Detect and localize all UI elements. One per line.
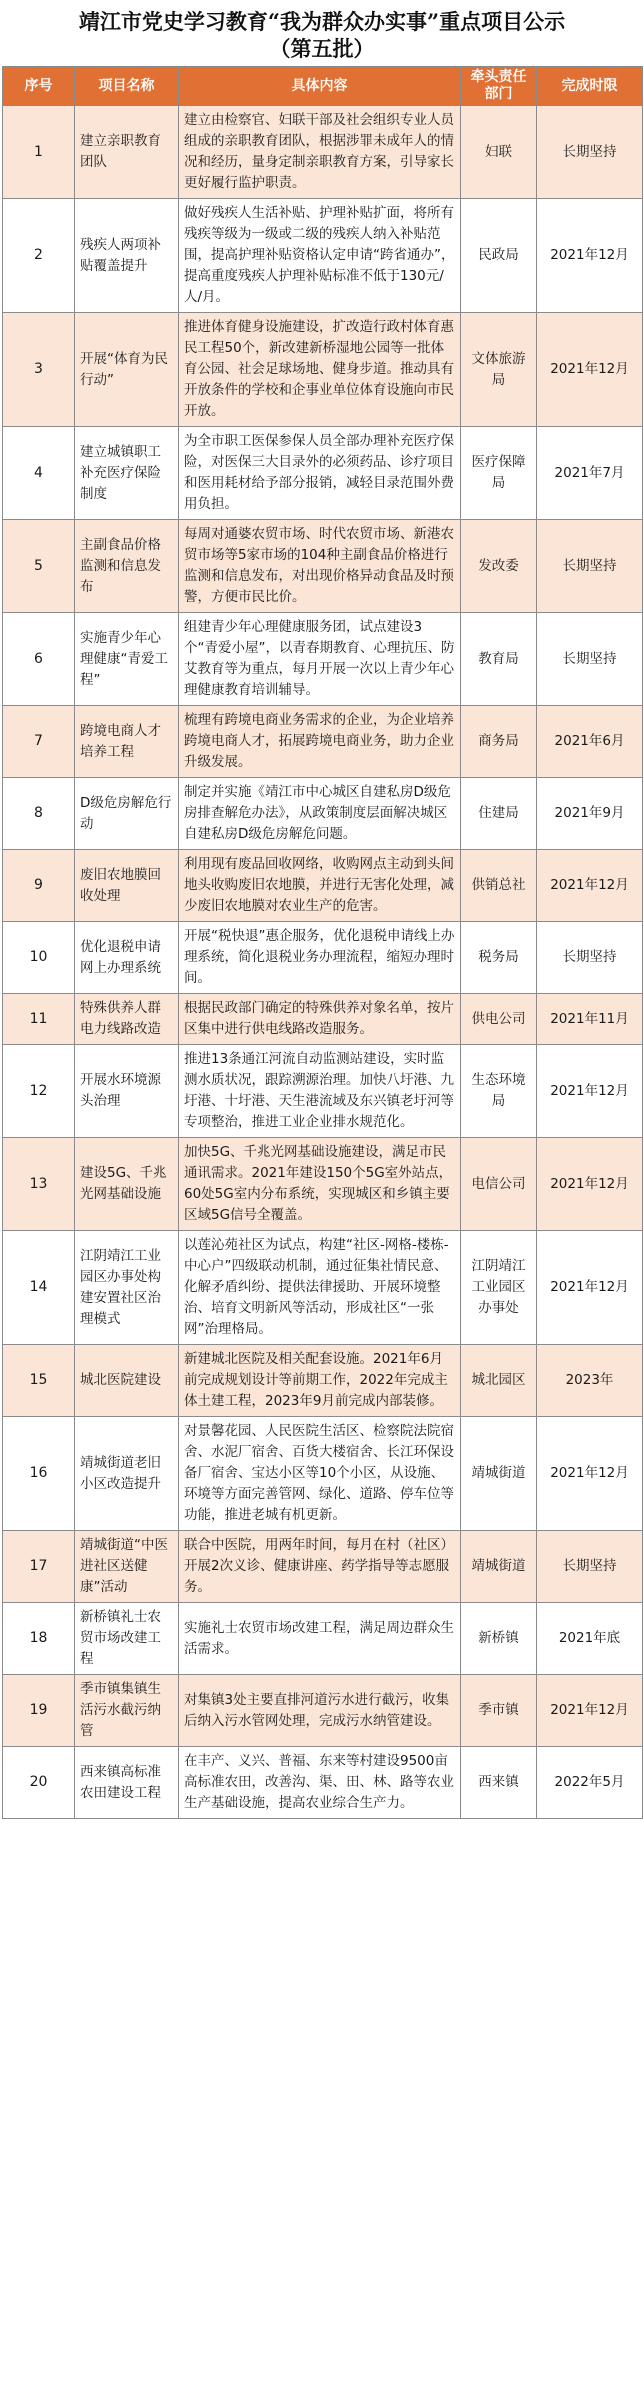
lead-department: 靖城街道 — [461, 1531, 537, 1603]
project-name: D级危房解危行动 — [75, 778, 179, 850]
project-content: 做好残疾人生活补贴、护理补贴扩面，将所有残疾等级为一级或二级的残疾人纳入补贴范围，提高护理补贴资格认定申请“跨省通办”，提高重度残疾人护理补贴标准不低于130元/人/月。 — [179, 199, 461, 313]
lead-department: 生态环境局 — [461, 1045, 537, 1138]
row-index: 5 — [3, 520, 75, 613]
lead-department: 教育局 — [461, 613, 537, 706]
row-index: 12 — [3, 1045, 75, 1138]
lead-department: 靖城街道 — [461, 1417, 537, 1531]
project-content: 对景馨花园、人民医院生活区、检察院法院宿舍、水泥厂宿舍、百货大楼宿舍、长江环保设备厂宿舍、宝达小区等10个小区，从设施、环境等方面完善管网、绿化、道路、停车位等功能，推进老城有机更新。 — [179, 1417, 461, 1531]
table-row — [3, 778, 643, 850]
deadline: 2021年9月 — [537, 778, 643, 850]
lead-department: 电信公司 — [461, 1138, 537, 1231]
project-name: 靖城街道老旧小区改造提升 — [75, 1417, 179, 1531]
table-row — [3, 1531, 643, 1603]
lead-department: 民政局 — [461, 199, 537, 313]
table-row — [3, 313, 643, 427]
deadline: 2021年12月 — [537, 850, 643, 922]
deadline: 长期坚持 — [537, 520, 643, 613]
deadline: 2021年12月 — [537, 1231, 643, 1345]
project-content: 利用现有废品回收网络，收购网点主动到头间地头收购废旧农地膜，并进行无害化处理，减少废旧农地膜对农业生产的危害。 — [179, 850, 461, 922]
table-row — [3, 1231, 643, 1345]
row-index: 13 — [3, 1138, 75, 1231]
lead-department: 新桥镇 — [461, 1603, 537, 1675]
deadline: 长期坚持 — [537, 106, 643, 199]
row-index: 20 — [3, 1747, 75, 1819]
deadline: 2021年12月 — [537, 1138, 643, 1231]
project-content: 制定并实施《靖江市中心城区自建私房D级危房排查解危办法》，从政策制度层面解决城区自建私房D级危房解危问题。 — [179, 778, 461, 850]
table-row — [3, 706, 643, 778]
deadline: 2021年底 — [537, 1603, 643, 1675]
lead-department: 住建局 — [461, 778, 537, 850]
project-content: 在丰产、义兴、普福、东来等村建设9500亩高标准农田，改善沟、渠、田、林、路等农业生产基础设施，提高农业综合生产力。 — [179, 1747, 461, 1819]
deadline: 2021年12月 — [537, 199, 643, 313]
row-index: 11 — [3, 994, 75, 1045]
lead-department: 妇联 — [461, 106, 537, 199]
lead-department: 供销总社 — [461, 850, 537, 922]
project-name: 优化退税申请网上办理系统 — [75, 922, 179, 994]
project-name: 建立亲职教育团队 — [75, 106, 179, 199]
project-name: 季市镇集镇生活污水截污纳管 — [75, 1675, 179, 1747]
title-block — [0, 0, 644, 66]
row-index: 19 — [3, 1675, 75, 1747]
row-index: 2 — [3, 199, 75, 313]
project-content: 组建青少年心理健康服务团，试点建设3个“青爱小屋”，以青春期教育、心理抗压、防艾教育等为重点，每月开展一次以上青少年心理健康教育培训辅导。 — [179, 613, 461, 706]
deadline: 长期坚持 — [537, 613, 643, 706]
table-row — [3, 850, 643, 922]
deadline: 2021年6月 — [537, 706, 643, 778]
row-index: 3 — [3, 313, 75, 427]
table-row — [3, 994, 643, 1045]
row-index: 14 — [3, 1231, 75, 1345]
project-name: 残疾人两项补贴覆盖提升 — [75, 199, 179, 313]
deadline: 2021年7月 — [537, 427, 643, 520]
deadline: 2021年12月 — [537, 1417, 643, 1531]
table-row — [3, 199, 643, 313]
project-name: 开展“体育为民行动” — [75, 313, 179, 427]
table-row — [3, 1603, 643, 1675]
project-name: 靖城街道“中医进社区送健康”活动 — [75, 1531, 179, 1603]
table-row — [3, 106, 643, 199]
lead-department: 商务局 — [461, 706, 537, 778]
deadline: 长期坚持 — [537, 1531, 643, 1603]
deadline: 2023年 — [537, 1345, 643, 1417]
header-index: 序号 — [3, 67, 75, 106]
header-deadline: 完成时限 — [537, 67, 643, 106]
project-content: 建立由检察官、妇联干部及社会组织专业人员组成的亲职教育团队，根据涉罪未成年人的情况和经历，量身定制亲职教育方案，引导家长更好履行监护职责。 — [179, 106, 461, 199]
project-content: 对集镇3处主要直排河道污水进行截污，收集后纳入污水管网处理，完成污水纳管建设。 — [179, 1675, 461, 1747]
project-content: 梳理有跨境电商业务需求的企业，为企业培养跨境电商人才，拓展跨境电商业务，助力企业升级发展。 — [179, 706, 461, 778]
lead-department: 文体旅游局 — [461, 313, 537, 427]
lead-department: 税务局 — [461, 922, 537, 994]
row-index: 7 — [3, 706, 75, 778]
lead-department: 西来镇 — [461, 1747, 537, 1819]
deadline: 2021年12月 — [537, 1675, 643, 1747]
header-content: 具体内容 — [179, 67, 461, 106]
page-title: 靖江市党史学习教育“我为群众办实事”重点项目公示 — [78, 9, 566, 34]
table-row — [3, 613, 643, 706]
project-content: 新建城北医院及相关配套设施。2021年6月前完成规划设计等前期工作，2022年完成主体土建工程，2023年9月前完成内部装修。 — [179, 1345, 461, 1417]
project-name: 主副食品价格监测和信息发布 — [75, 520, 179, 613]
page-subtitle: （第五批） — [269, 36, 375, 61]
row-index: 8 — [3, 778, 75, 850]
row-index: 10 — [3, 922, 75, 994]
table-header-row — [3, 67, 643, 106]
row-index: 6 — [3, 613, 75, 706]
lead-department: 发改委 — [461, 520, 537, 613]
project-content: 加快5G、千兆光网基础设施建设，满足市民通讯需求。2021年建设150个5G室外站点，60处5G室内分布系统，实现城区和乡镇主要区域5G信号全覆盖。 — [179, 1138, 461, 1231]
project-content: 每周对通婆农贸市场、时代农贸市场、新港农贸市场等5家市场的104种主副食品价格进行监测和信息发布，对出现价格异动食品及时预警，方便市民比价。 — [179, 520, 461, 613]
project-name: 废旧农地膜回收处理 — [75, 850, 179, 922]
lead-department: 供电公司 — [461, 994, 537, 1045]
project-content: 联合中医院，用两年时间，每月在村（社区）开展2次义诊、健康讲座、药学指导等志愿服务。 — [179, 1531, 461, 1603]
table-row — [3, 1747, 643, 1819]
project-content: 根据民政部门确定的特殊供养对象名单，按片区集中进行供电线路改造服务。 — [179, 994, 461, 1045]
deadline: 2021年12月 — [537, 1045, 643, 1138]
project-name: 跨境电商人才培养工程 — [75, 706, 179, 778]
project-name: 建设5G、千兆光网基础设施 — [75, 1138, 179, 1231]
header-lead-department: 牵头责任部门 — [461, 67, 537, 106]
header-project-name: 项目名称 — [75, 67, 179, 106]
table-row — [3, 427, 643, 520]
row-index: 18 — [3, 1603, 75, 1675]
row-index: 15 — [3, 1345, 75, 1417]
table-row — [3, 922, 643, 994]
lead-department: 城北园区 — [461, 1345, 537, 1417]
deadline: 2021年12月 — [537, 313, 643, 427]
project-content: 实施礼士农贸市场改建工程，满足周边群众生活需求。 — [179, 1603, 461, 1675]
project-name: 开展水环境源头治理 — [75, 1045, 179, 1138]
project-table — [2, 66, 643, 1819]
project-content: 开展“税快退”惠企服务，优化退税申请线上办理系统，简化退税业务办理流程，缩短办理时间。 — [179, 922, 461, 994]
project-name: 特殊供养人群电力线路改造 — [75, 994, 179, 1045]
project-name: 城北医院建设 — [75, 1345, 179, 1417]
row-index: 9 — [3, 850, 75, 922]
project-name: 西来镇高标准农田建设工程 — [75, 1747, 179, 1819]
table-row — [3, 1417, 643, 1531]
row-index: 17 — [3, 1531, 75, 1603]
lead-department: 医疗保障局 — [461, 427, 537, 520]
table-row — [3, 1045, 643, 1138]
row-index: 16 — [3, 1417, 75, 1531]
project-content: 为全市职工医保参保人员全部办理补充医疗保险，对医保三大目录外的必须药品、诊疗项目和医用耗材给予部分报销，减轻目录范围外费用负担。 — [179, 427, 461, 520]
project-content: 以莲沁苑社区为试点，构建“社区-网格-楼栋-中心户”四级联动机制，通过征集社情民意、化解矛盾纠纷、提供法律援助、开展环境整治、培育文明新风等活动，形成社区“一张网”治理格局。 — [179, 1231, 461, 1345]
row-index: 4 — [3, 427, 75, 520]
deadline: 2021年11月 — [537, 994, 643, 1045]
lead-department: 季市镇 — [461, 1675, 537, 1747]
project-name: 新桥镇礼士农贸市场改建工程 — [75, 1603, 179, 1675]
row-index: 1 — [3, 106, 75, 199]
table-body — [3, 106, 643, 1819]
table-row — [3, 1345, 643, 1417]
project-name: 实施青少年心理健康“青爱工程” — [75, 613, 179, 706]
project-name: 建立城镇职工补充医疗保险制度 — [75, 427, 179, 520]
table-row — [3, 520, 643, 613]
deadline: 长期坚持 — [537, 922, 643, 994]
project-content: 推进体育健身设施建设，扩改造行政村体育惠民工程50个，新改建新桥湿地公园等一批体育公园、社会足球场地、健身步道。推动具有开放条件的学校和企事业单位体育设施向市民开放。 — [179, 313, 461, 427]
project-name: 江阴靖江工业园区办事处构建安置社区治理模式 — [75, 1231, 179, 1345]
deadline: 2022年5月 — [537, 1747, 643, 1819]
table-row — [3, 1138, 643, 1231]
table-row — [3, 1675, 643, 1747]
project-content: 推进13条通江河流自动监测站建设，实时监测水质状况，跟踪溯源治理。加快八圩港、九圩港、十圩港、天生港流域及东兴镇老圩河等专项整治，推进工业企业排水规范化。 — [179, 1045, 461, 1138]
lead-department: 江阴靖江工业园区办事处 — [461, 1231, 537, 1345]
